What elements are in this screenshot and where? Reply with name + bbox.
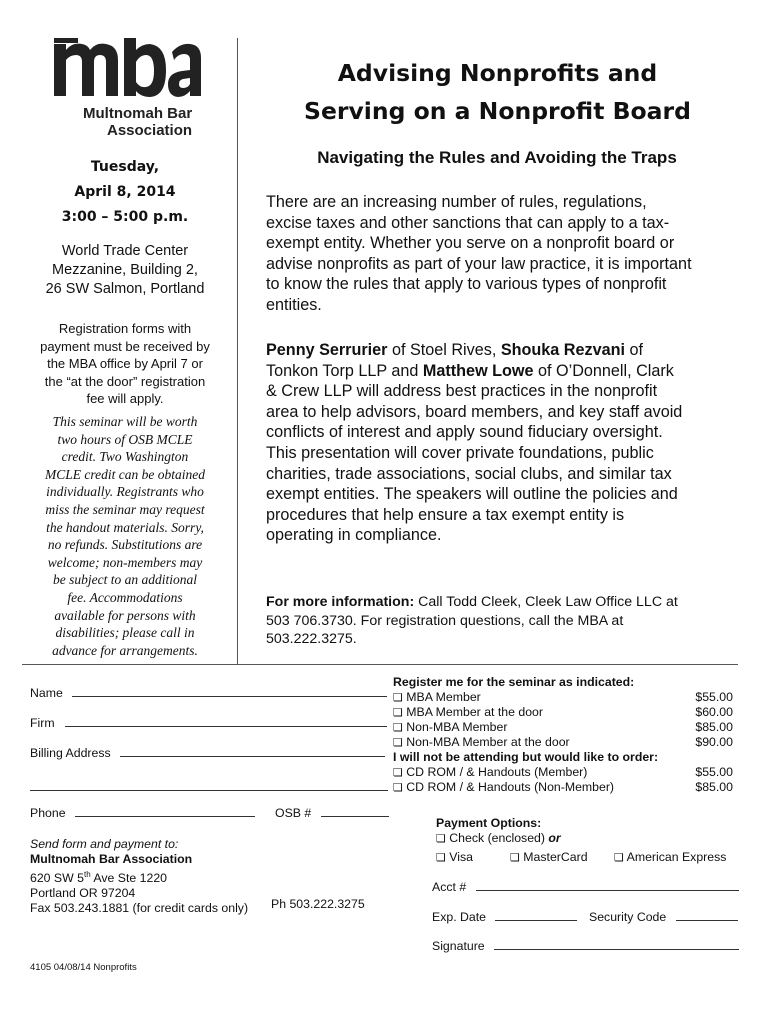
para-line: advise nonprofits as part of your law practice, it is important xyxy=(266,254,692,273)
info-line: 503 706.3730. For registration questions, call the MBA at xyxy=(266,612,624,629)
firm-label: Firm xyxy=(30,716,55,730)
event-venue xyxy=(22,242,228,299)
para-line: conflicts of interest and apply sound fiduciary oversight. xyxy=(266,423,663,442)
address-text: Ave Ste 1220 xyxy=(90,871,168,886)
checkbox-icon[interactable]: ❏ xyxy=(510,851,520,864)
note-line: fee. Accommodations xyxy=(67,589,183,605)
para-line: to know the rules that apply to various types of nonprofit xyxy=(266,275,667,294)
option-row[interactable] xyxy=(393,735,733,750)
option-row[interactable] xyxy=(393,720,733,735)
order-label: CD ROM / & Handouts (Member) xyxy=(406,765,588,779)
more-information xyxy=(266,593,726,649)
logo-name-line2: Association xyxy=(107,122,193,139)
info-line xyxy=(266,593,726,612)
not-attending-heading: I will not be attending but would like to order: xyxy=(393,750,659,764)
note-line: be subject to an additional xyxy=(53,572,197,588)
note-line: Registration forms with xyxy=(58,321,192,336)
checkbox-icon[interactable]: ❏ xyxy=(393,706,403,719)
info-label: For more information: xyxy=(266,594,415,610)
option-label: MBA Member at the door xyxy=(406,705,543,719)
checkbox-icon[interactable]: ❏ xyxy=(393,736,403,749)
page-title xyxy=(255,54,740,130)
form-code: 4105 04/08/14 Nonprofits xyxy=(30,962,137,973)
note-line: disabilities; please call in xyxy=(55,625,195,641)
mba-logo xyxy=(52,38,202,142)
speaker-name: Matthew Lowe xyxy=(422,361,534,380)
acct-line[interactable] xyxy=(476,890,739,891)
order-price: $55.00 xyxy=(695,765,733,779)
option-row[interactable] xyxy=(393,705,733,720)
checkbox-icon[interactable]: ❏ xyxy=(436,832,446,845)
speakers-paragraph xyxy=(266,340,736,546)
signature-label: Signature xyxy=(432,939,485,953)
org-name: Multnomah Bar Association xyxy=(30,852,193,866)
amex-label: American Express xyxy=(626,850,727,864)
option-price: $90.00 xyxy=(695,735,733,749)
note-line: payment must be received by xyxy=(40,338,210,354)
venue-line: 26 SW Salmon, Portland xyxy=(45,281,205,297)
para-line: & Crew LLP will address best practices in the nonprofit xyxy=(266,382,658,401)
note-line: fee will apply. xyxy=(86,391,164,406)
name-field[interactable] xyxy=(30,686,387,701)
note-line: credit. Two Washington xyxy=(61,449,189,465)
exp-date-line[interactable] xyxy=(495,920,577,921)
para-line: There are an increasing number of rules, regulations, xyxy=(266,193,647,211)
para-line xyxy=(266,340,736,361)
speaker-name: Penny Serrurier xyxy=(266,341,388,359)
check-option[interactable] xyxy=(436,831,561,846)
event-date: April 8, 2014 xyxy=(74,184,176,200)
note-line: welcome; non-members may xyxy=(47,554,203,570)
option-label: MBA Member xyxy=(406,690,481,704)
para-text: Tonkon Torp LLP and xyxy=(266,361,423,380)
visa-option[interactable] xyxy=(436,850,473,865)
address-text: 620 SW 5 xyxy=(30,871,84,886)
name-line[interactable] xyxy=(72,696,387,697)
para-text: of O’Donnell, Clark xyxy=(533,361,674,380)
note-line: miss the seminar may request xyxy=(45,501,205,517)
para-line: exempt entity. Whether you serve on a nonprofit board or xyxy=(266,234,675,253)
check-label: Check (enclosed) xyxy=(449,831,545,845)
event-day: Tuesday, xyxy=(90,159,160,175)
mailing-block xyxy=(30,837,248,916)
event-time: 3:00 – 5:00 p.m. xyxy=(61,209,189,225)
visa-label: Visa xyxy=(449,850,473,864)
option-price: $55.00 xyxy=(695,690,733,704)
seminar-note xyxy=(22,413,228,659)
para-line: area to help advisors, board members, and key staff avoid xyxy=(266,402,683,421)
para-line xyxy=(266,361,736,382)
osb-line[interactable] xyxy=(321,816,389,817)
signature-line[interactable] xyxy=(494,949,739,950)
amex-option[interactable] xyxy=(614,850,726,865)
note-line: This seminar will be worth xyxy=(52,414,198,429)
billing-address-label: Billing Address xyxy=(30,746,111,760)
section-divider xyxy=(22,664,738,665)
note-line: two hours of OSB MCLE xyxy=(57,431,193,447)
billing-address-line-2[interactable] xyxy=(30,790,388,791)
order-price: $85.00 xyxy=(695,780,733,794)
address-sup: th xyxy=(84,870,91,879)
title-line: Serving on a Nonprofit Board xyxy=(304,97,691,125)
column-divider xyxy=(237,38,238,664)
send-to-label: Send form and payment to: xyxy=(30,837,179,851)
osb-label: OSB # xyxy=(275,806,312,820)
venue-line: Mezzanine, Building 2, xyxy=(52,262,198,278)
mba-logo-mark xyxy=(52,38,202,98)
para-line: exempt entities. The speakers will outline the policies and xyxy=(266,485,678,504)
order-label: CD ROM / & Handouts (Non-Member) xyxy=(406,780,615,794)
phone-label: Phone xyxy=(30,806,66,820)
para-line: operating in compliance. xyxy=(266,526,442,545)
order-row[interactable] xyxy=(393,765,733,780)
checkbox-icon[interactable]: ❏ xyxy=(393,721,403,734)
info-text: Call Todd Cleek, Cleek Law Office LLC at xyxy=(414,594,678,610)
checkbox-icon[interactable]: ❏ xyxy=(393,766,403,779)
option-row[interactable] xyxy=(393,690,733,705)
option-price: $85.00 xyxy=(695,720,733,734)
address-line-2: Portland OR 97204 xyxy=(30,886,136,901)
para-line: excise taxes and other sanctions that can apply to a tax- xyxy=(266,213,670,232)
exp-date-label: Exp. Date xyxy=(432,910,486,924)
checkbox-icon[interactable]: ❏ xyxy=(393,781,403,794)
logo-name-line1: Multnomah Bar xyxy=(83,105,193,122)
para-line: entities. xyxy=(266,295,322,314)
security-code-line[interactable] xyxy=(676,920,738,921)
note-line: available for persons with xyxy=(54,607,196,623)
option-label: Non-MBA Member xyxy=(406,720,508,734)
para-line: procedures that help ensure a tax exempt entity is xyxy=(266,505,625,524)
checkbox-icon[interactable]: ❏ xyxy=(393,691,403,704)
para-line: This presentation will cover private foundations, public xyxy=(266,443,654,462)
info-line: 503.222.3275. xyxy=(266,631,357,647)
registration-note xyxy=(22,320,228,408)
note-line: no refunds. Substitutions are xyxy=(47,537,203,553)
page-subtitle: Navigating the Rules and Avoiding the Traps xyxy=(317,148,677,167)
order-row[interactable] xyxy=(393,780,733,795)
name-label: Name xyxy=(30,686,63,700)
para-text: of Stoel Rives, xyxy=(387,341,501,359)
mastercard-option[interactable] xyxy=(510,850,588,865)
acct-field[interactable] xyxy=(432,880,739,895)
acct-label: Acct # xyxy=(432,880,467,894)
speaker-name: Shouka Rezvani xyxy=(500,341,625,359)
mastercard-label: MasterCard xyxy=(523,850,588,864)
option-label: Non-MBA Member at the door xyxy=(406,735,570,749)
title-line: Advising Nonprofits and xyxy=(337,59,658,87)
phone-number: Ph 503.222.3275 xyxy=(271,897,365,911)
para-text: of xyxy=(625,341,643,359)
firm-field[interactable] xyxy=(30,716,387,731)
address-line-1 xyxy=(30,867,248,886)
note-line: MCLE credit can be obtained xyxy=(45,466,205,482)
phone-field[interactable] xyxy=(30,806,255,821)
intro-paragraph xyxy=(266,192,736,316)
fax-line: Fax 503.243.1881 (for credit cards only) xyxy=(30,901,249,916)
checkbox-icon[interactable]: ❏ xyxy=(436,851,446,864)
para-line: charities, trade associations, social clubs, and similar tax xyxy=(266,464,672,483)
note-line: advance for arrangements. xyxy=(52,642,198,658)
billing-address-field[interactable] xyxy=(30,746,385,761)
note-line: the “at the door” registration xyxy=(44,373,206,389)
register-heading: Register me for the seminar as indicated: xyxy=(393,675,635,689)
payment-options-heading: Payment Options: xyxy=(436,816,542,830)
note-line: individually. Registrants who xyxy=(46,484,204,500)
firm-line[interactable] xyxy=(65,726,387,727)
osb-field[interactable] xyxy=(275,806,389,821)
security-code-label: Security Code xyxy=(589,910,667,924)
event-datetime xyxy=(22,155,228,230)
exp-date-field[interactable] xyxy=(432,910,577,925)
option-price: $60.00 xyxy=(695,705,733,719)
note-line: the handout materials. Sorry, xyxy=(46,519,204,535)
security-code-field[interactable] xyxy=(589,910,738,925)
note-line: the MBA office by April 7 or xyxy=(47,356,203,371)
checkbox-icon[interactable]: ❏ xyxy=(614,851,624,864)
venue-line: World Trade Center xyxy=(61,243,189,259)
signature-field[interactable] xyxy=(432,939,739,954)
phone-line[interactable] xyxy=(75,816,255,817)
billing-address-line[interactable] xyxy=(120,756,385,757)
or-label: or xyxy=(548,831,561,845)
